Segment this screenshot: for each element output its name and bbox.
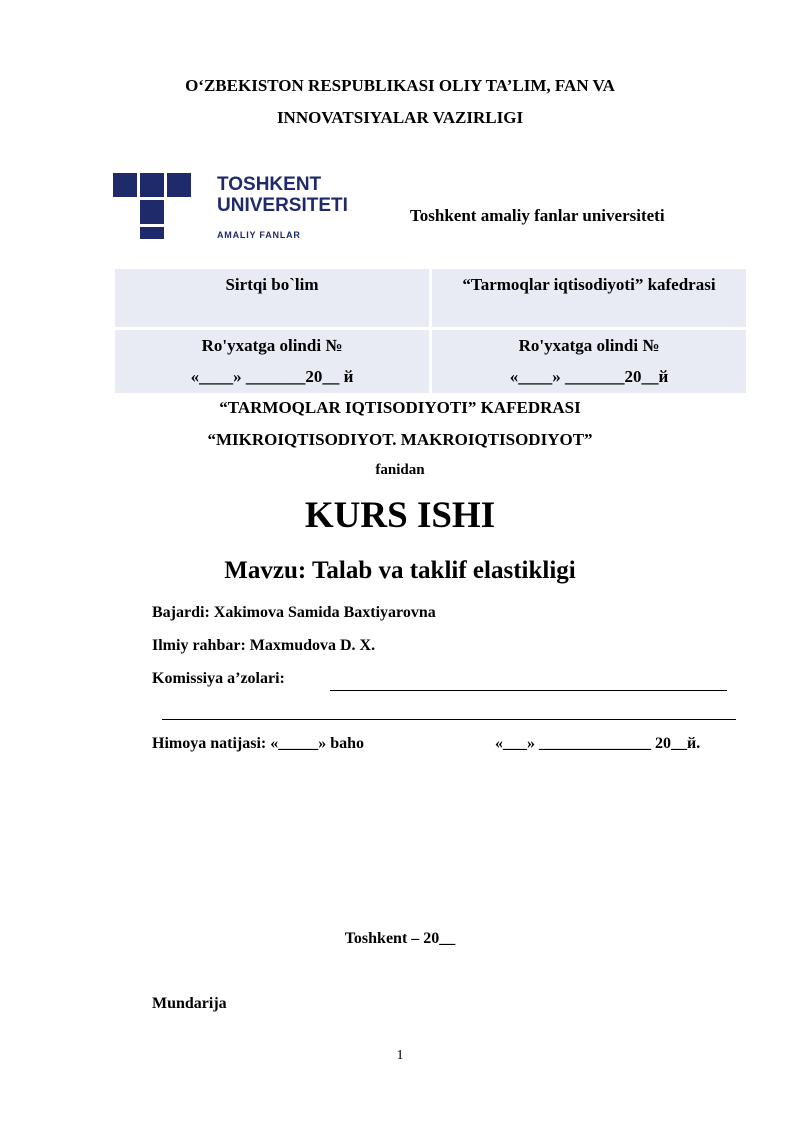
topic-title: Mavzu: Talab va taklif elastikligi: [224, 557, 576, 584]
supervisor-field: Ilmiy rahbar: Maxmudova D. X.: [152, 637, 376, 654]
logo-line-3: AMALIY FANLAR: [217, 230, 301, 240]
commission-label: Komissiya a’zolari:: [152, 670, 285, 687]
subject-title: “MIKROIQTISODIYOT. MAKROIQTISODIYOT”: [207, 430, 593, 449]
work-type-title: KURS ISHI: [304, 495, 496, 536]
logo-line-2: UNIVERSITETI: [217, 195, 348, 216]
contents-heading: Mundarija: [152, 995, 227, 1012]
subject-suffix: fanidan: [375, 462, 425, 478]
page-number: 1: [396, 1048, 404, 1063]
defense-result-field: Himoya natijasi: «_____» baho: [152, 735, 365, 752]
left-registration-date: «____» _______20__ й: [190, 367, 354, 386]
table-cell-right-header: [432, 269, 746, 327]
logo-mark-icon: [113, 170, 353, 242]
commission-blank-line-2: [162, 719, 736, 720]
ministry-line-2: INNOVATSIYALAR VAZIRLIGI: [276, 108, 524, 127]
left-header-label: Sirtqi bo`lim: [225, 275, 319, 294]
ministry-line-1: O‘ZBEKISTON RESPUBLIKASI OLIY TA’LIM, FAN VA: [185, 76, 615, 95]
commission-blank-line: [330, 690, 727, 691]
city-year: Toshkent – 20__: [344, 930, 456, 947]
logo-line-1: TOSHKENT: [217, 174, 322, 195]
left-registration-label: Ro'yxatga olindi №: [201, 336, 343, 355]
university-logo: [113, 170, 353, 242]
right-registration-date: «____» _______20__й: [509, 367, 669, 386]
table-cell-right-registration: [432, 330, 746, 393]
author-field: Bajardi: Xakimova Samida Baxtiyarovna: [152, 604, 436, 621]
registration-table: [115, 269, 746, 393]
right-header-label: “Tarmoqlar iqtisodiyoti” kafedrasi: [462, 275, 716, 294]
table-cell-left-header: [115, 269, 429, 327]
defense-date-field: «___» ______________ 20__й.: [495, 735, 701, 752]
table-cell-left-registration: [115, 330, 429, 393]
department-title: “TARMOQLAR IQTISODIYOTI” KAFEDRASI: [219, 398, 581, 417]
university-name: Toshkent amaliy fanlar universiteti: [410, 206, 665, 225]
right-registration-label: Ro'yxatga olindi №: [518, 336, 660, 355]
